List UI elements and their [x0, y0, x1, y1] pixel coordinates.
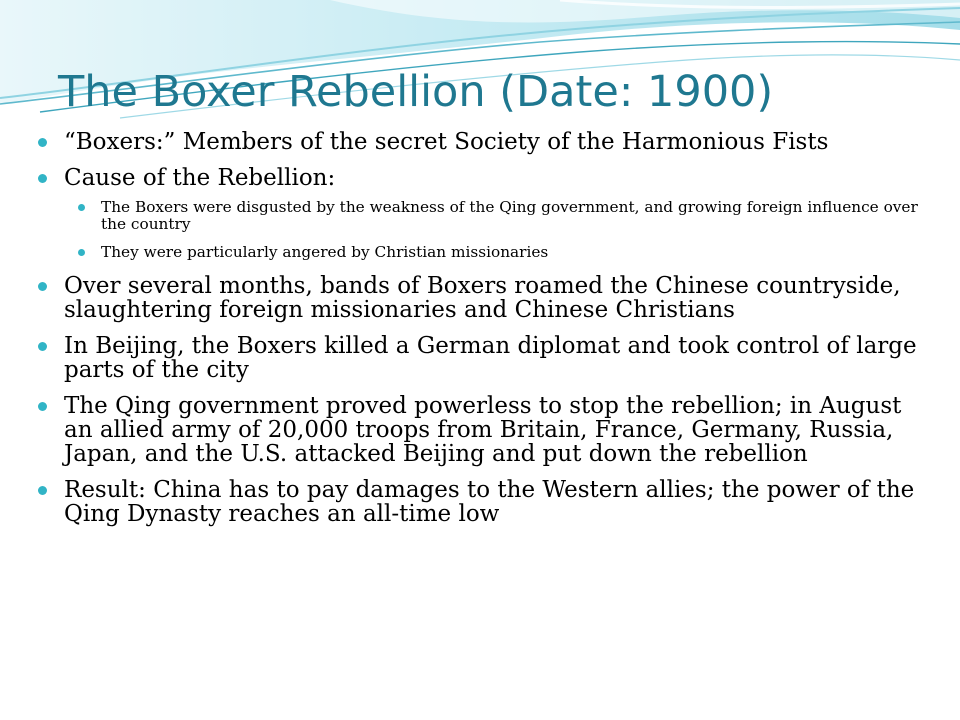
bullet-dot-icon	[38, 174, 47, 183]
bullet-text: In Beijing, the Boxers killed a German diplomat and took control of large parts of the city	[64, 333, 917, 383]
sub-bullet-text: They were particularly angered by Christian missionaries	[101, 243, 549, 261]
bullet-dot-icon	[78, 204, 85, 211]
sub-bullet-text: The Boxers were disgusted by the weakness of the Qing government, and growing foreign influence over the country	[101, 198, 918, 233]
bullet-dot-icon	[38, 342, 47, 351]
bullet-item	[38, 334, 933, 382]
slide-title: The Boxer Rebellion (Date: 1900)	[58, 67, 774, 117]
bullet-text: The Qing government proved powerless to stop the rebellion; in August an allied army of 20,000 troops from Britain, France, Germany, Russia, Japan, and the U.S. attacked Beijing and put down the rebellion	[64, 393, 902, 467]
bullet-item	[38, 274, 933, 322]
bullet-dot-icon	[78, 249, 85, 256]
bullet-item	[38, 166, 933, 190]
bullet-text: Result: China has to pay damages to the Western allies; the power of the Qing Dynasty reaches an all-time low	[64, 477, 915, 527]
bullet-text: Over several months, bands of Boxers roamed the Chinese countryside, slaughtering foreign missionaries and Chinese Christians	[64, 273, 901, 323]
bullet-item	[38, 478, 933, 526]
bullet-dot-icon	[38, 486, 47, 495]
sub-bullet-item	[78, 244, 933, 261]
bullet-item	[38, 394, 933, 466]
sub-bullet-item	[78, 199, 933, 233]
bullet-text: Cause of the Rebellion:	[64, 165, 336, 191]
bullet-text: “Boxers:” Members of the secret Society of the Harmonious Fists	[64, 129, 829, 155]
bullet-dot-icon	[38, 138, 47, 147]
bullet-item	[38, 130, 933, 154]
bullet-dot-icon	[38, 402, 47, 411]
bullet-list	[38, 130, 933, 538]
bullet-dot-icon	[38, 282, 47, 291]
